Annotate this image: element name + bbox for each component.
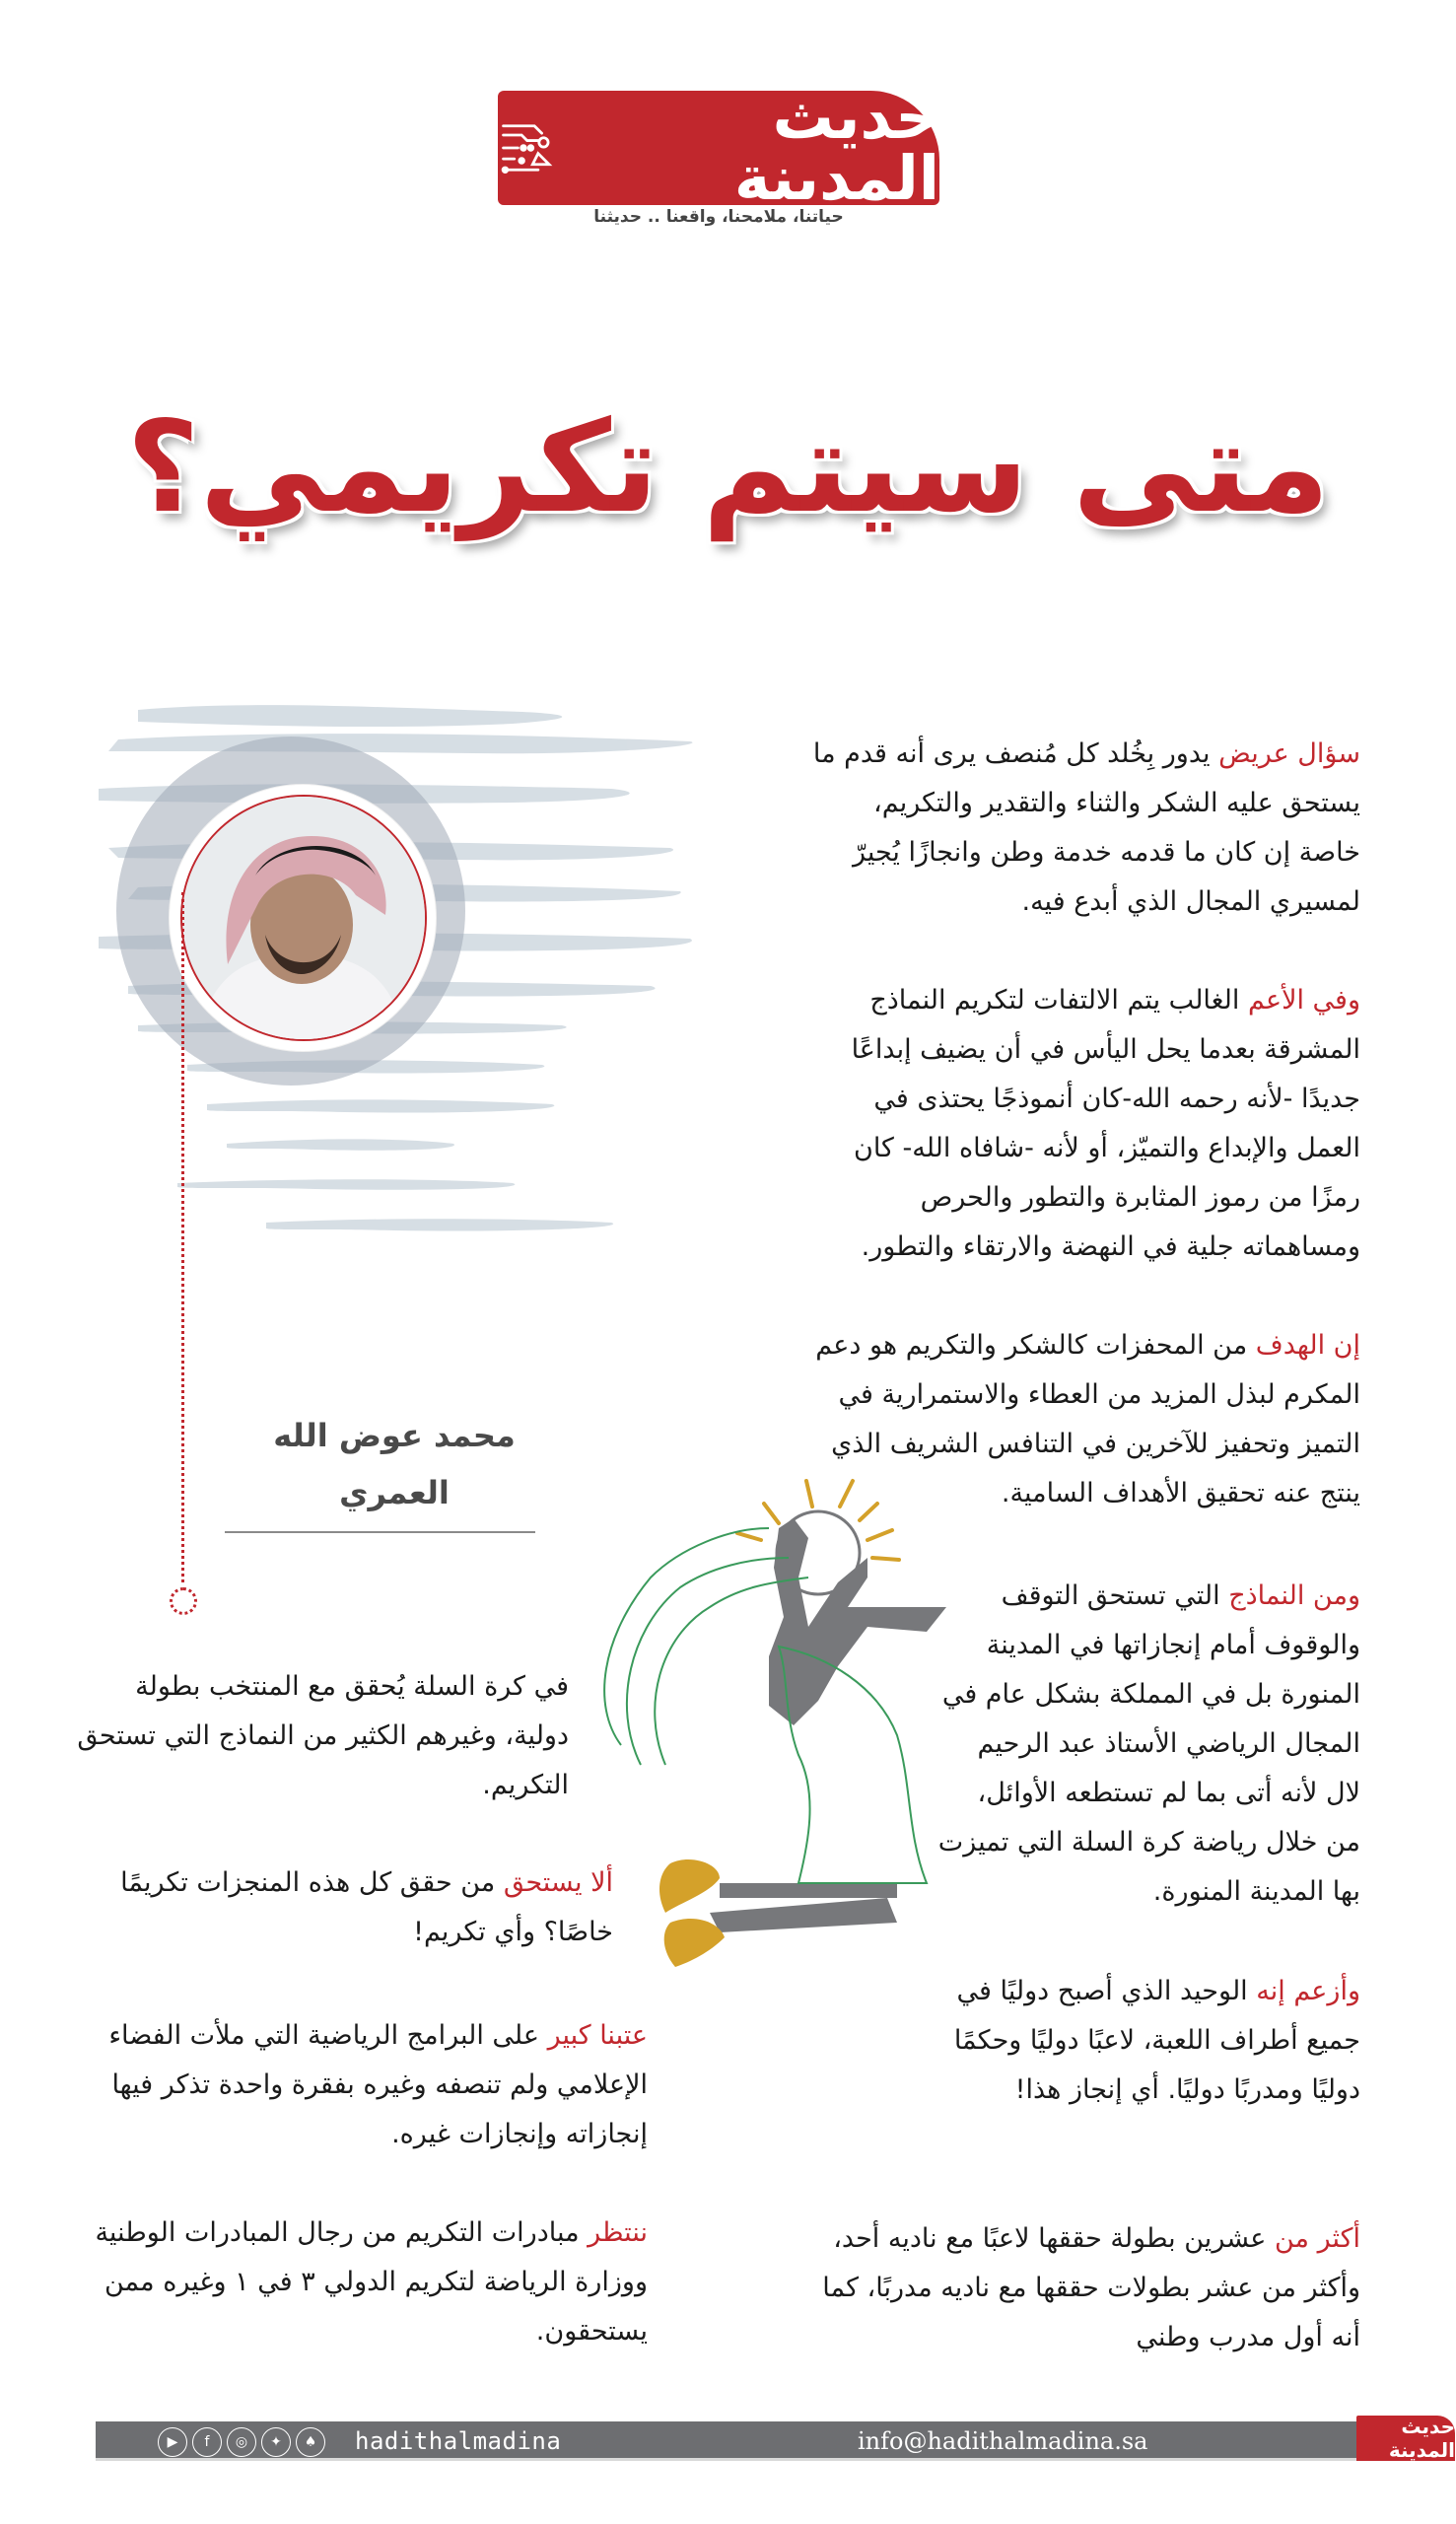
author-avatar-icon <box>180 797 425 1041</box>
paragraph-text: من المحفزات كالشكر والتكريم هو دعم المكرم لبذل المزيد من العطاء والاستمرارية في التميز وتحفيز للآخرين في التنافس الشريف الذي ينتج عنه تحقيق الأهداف السامية. <box>815 1330 1360 1508</box>
footer-logo: حديث المدينة <box>1356 2416 1455 2461</box>
site-logo <box>498 81 939 214</box>
paragraph-lead: أكثر من <box>1275 2223 1360 2254</box>
timeline-dotted-line <box>181 892 184 1582</box>
paragraph-3 <box>808 1321 1360 1518</box>
author-name-line1: محمد عوض الله <box>273 1417 516 1454</box>
paragraph-lead: إن الهدف <box>1255 1330 1360 1361</box>
paragraph-text: مبادرات التكريم من رجال المبادرات الوطنية ووزارة الرياضة لتكريم الدولي ٣ في ١ وغيره ممن يستحقون. <box>95 2217 648 2347</box>
author-name-line2: العمري <box>339 1473 450 1511</box>
paragraph-6 <box>808 2214 1360 2362</box>
article-title: متى سيتم تكريمي؟ <box>126 394 1330 541</box>
instagram-icon[interactable]: ◎ <box>227 2427 256 2457</box>
site-tagline: حياتنا، ملامحنا، واقعنا .. حديثنا <box>593 207 844 227</box>
author-photo <box>180 795 427 1041</box>
paragraph-4 <box>936 1572 1360 1917</box>
paragraph-lead: وأزعم إنه <box>1256 1976 1360 2006</box>
twitter-icon[interactable]: ✦ <box>261 2427 291 2457</box>
shoe-right <box>664 1919 725 1967</box>
author-name <box>217 1408 572 1521</box>
contact-email-link[interactable]: info@hadithalmadina.sa <box>858 2427 1148 2455</box>
jersey-outline <box>604 1528 927 1883</box>
social-handle-link[interactable]: hadithalmadina <box>355 2427 562 2455</box>
paragraph-lead: ننتظر <box>588 2217 648 2248</box>
player-legs <box>710 1883 897 1932</box>
paragraph-text: التي تستحق التوقف والوقوف أمام إنجازاتها في المدينة المنورة بل في المملكة بشكل عام في المجال الرياضي الأستاذ عبد الرحيم لال لأنه أتى بما لم تستطعه الأوائل، من خلال رياضة كرة السلة التي تميزت بها المدينة المنورة. <box>937 1580 1360 1907</box>
circuit-icon <box>498 116 556 179</box>
paragraph-lead: عتبنا كبير <box>547 2020 648 2051</box>
timeline-end-circle <box>170 1587 197 1615</box>
paragraph-text: يدور بِخُلد كل مُنصف يرى أنه قدم ما يستحق عليه الشكر والثناء والتقدير والتكريم، خاصة إن كان ما قدمه خدمة وطن وانجازًا يُجيرّ لمسيري المجال الذي أبدع فيه. <box>812 738 1360 917</box>
logo-wordmark: حديث المدينة <box>733 81 939 214</box>
paragraph-text: الغالب يتم الالتفات لتكريم النماذج المشرقة بعدما يحل اليأس في أن يضيف إبداعًا جديدًا -لأنه رحمه الله-كان أنموذجًا يحتذى في العمل والإبداع والتميّز، أو لأنه -شافاه الله- كان رمزًا من رموز المثابرة والتطور والحرص ومساهماته جلية في النهضة والارتقاء والتطور. <box>851 985 1360 1262</box>
facebook-icon[interactable]: f <box>192 2427 222 2457</box>
paragraph-lead: سؤال عريض <box>1218 738 1360 769</box>
social-links <box>158 2427 325 2457</box>
paragraph-lead: ومن النماذج <box>1228 1580 1360 1611</box>
shoe-left <box>659 1859 720 1913</box>
snapchat-icon[interactable]: ♠ <box>296 2427 325 2457</box>
paragraph-2 <box>808 976 1360 1272</box>
paragraph-10 <box>76 2208 648 2356</box>
paragraph-text: الوحيد الذي أصبح دوليًا في جميع أطراف اللعبة، لاعبًا دوليًا وحكمًا دوليًا ومدربًا دوليًا. أي إنجاز هذا! <box>953 1976 1360 2105</box>
paragraph-text: في كرة السلة يُحقق مع المنتخب بطولة دولية، وغيرهم الكثير من النماذج التي تستحق التكريم. <box>77 1671 569 1800</box>
paragraph-1 <box>808 730 1360 927</box>
paragraph-lead: وفي الأعم <box>1247 985 1360 1016</box>
paragraph-lead: ألا يستحق <box>503 1867 613 1898</box>
paragraph-7 <box>76 1662 569 1810</box>
paragraph-text: عشرين بطولة حققها لاعبًا مع ناديه أحد، وأكثر من عشر بطولات حققها مع ناديه مدربًا، كما أنه أول مدرب وطني <box>822 2223 1360 2352</box>
paragraph-text: من حقق كل هذه المنجزات تكريمًا خاصًا؟ وأي تكريم! <box>120 1867 613 1947</box>
paragraph-8 <box>81 1858 613 1957</box>
youtube-icon[interactable]: ▶ <box>158 2427 187 2457</box>
paragraph-9 <box>76 2011 648 2159</box>
author-divider <box>225 1531 535 1533</box>
paragraph-text: على البرامج الرياضية التي ملأت الفضاء الإعلامي ولم تنصفه وغيره بفقرة واحدة تذكر فيها إنجازاته وإنجازات غيره. <box>108 2020 648 2149</box>
paragraph-5 <box>936 1967 1360 2115</box>
